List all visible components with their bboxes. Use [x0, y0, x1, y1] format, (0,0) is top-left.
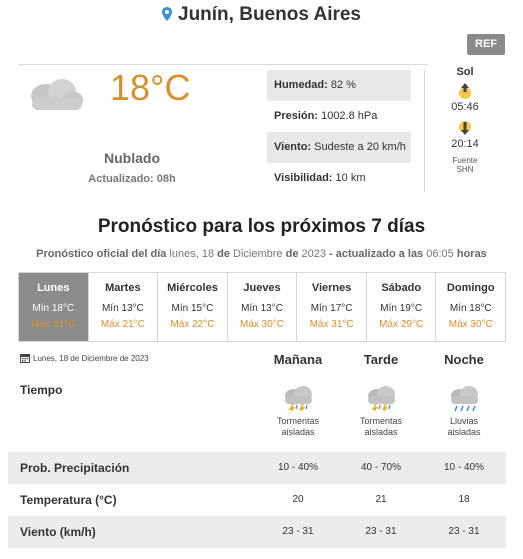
cloudy-icon: [24, 74, 86, 112]
row-viento: [8, 516, 506, 548]
sunset-time: 20:14: [451, 138, 479, 150]
row-value: 21: [375, 494, 387, 505]
location-header: [0, 4, 523, 26]
current-temperature: 18°C: [110, 67, 191, 108]
row-temperatura: [8, 484, 506, 516]
day-tabs: [18, 272, 506, 342]
current-condition: Nublado: [104, 150, 160, 166]
row-value: 23 - 31: [448, 526, 480, 537]
row-value: 40 - 70%: [360, 462, 402, 473]
weather-tarde: Tormentas aisladas: [339, 384, 423, 438]
sun-label: Sol: [456, 66, 474, 78]
tab-viernes[interactable]: Viernes Mín 17°C Máx 31°C: [296, 273, 366, 341]
detail-date: Lunes, 18 de Diciembre de 2023: [20, 353, 149, 363]
stat-wind: Viento: Sudeste a 20 km/h: [267, 132, 411, 163]
row-value: 10 - 40%: [277, 462, 319, 473]
rain-icon: [446, 384, 482, 414]
tab-lunes[interactable]: Lunes Mín 18°C Máx 21°C: [19, 273, 88, 341]
row-label: Temperatura (°C): [20, 493, 117, 507]
tab-martes[interactable]: Martes Mín 13°C Máx 21°C: [88, 273, 158, 341]
map-pin-icon: [162, 7, 172, 21]
forecast-title: Pronóstico para los próximos 7 días: [97, 216, 426, 237]
divider: [18, 64, 428, 65]
forecast-subtitle: Pronóstico oficial del día lunes, 18 de Diciembre de 2023 - actualizado a las 06:05 horas: [36, 248, 487, 260]
part-header-manana: Mañana: [273, 352, 323, 367]
sunrise-icon: [455, 82, 475, 100]
row-precipitacion: [8, 452, 506, 484]
row-label: Prob. Precipitación: [20, 461, 130, 475]
stat-visibility: Visibilidad: 10 km: [274, 172, 366, 184]
tab-miercoles[interactable]: Miércoles Mín 15°C Máx 22°C: [157, 273, 227, 341]
tab-sabado[interactable]: Sábado Mín 19°C Máx 29°C: [366, 273, 436, 341]
weather-manana: Tormentas aisladas: [256, 384, 340, 438]
updated-time: Actualizado: 08h: [88, 173, 176, 185]
current-stats: [267, 70, 411, 194]
weather-noche: Lluvias aisladas: [422, 384, 506, 438]
ref-button[interactable]: REF: [467, 34, 505, 55]
tab-jueves[interactable]: Jueves Mín 13°C Máx 30°C: [227, 273, 297, 341]
stat-pressure: Presión: 1002.8 hPa: [274, 110, 378, 122]
sunrise-time: 05:46: [451, 101, 479, 113]
tiempo-label: Tiempo: [20, 383, 63, 397]
source-label: Fuente SHN: [452, 156, 478, 174]
row-label: Viento (km/h): [20, 525, 96, 539]
sun-panel: [436, 66, 494, 174]
row-value: 10 - 40%: [443, 462, 485, 473]
stat-humidity: Humedad: 82 %: [267, 70, 411, 101]
tab-domingo[interactable]: Domingo Mín 18°C Máx 30°C: [435, 273, 505, 341]
part-header-noche: Noche: [444, 352, 484, 367]
part-header-tarde: Tarde: [363, 352, 399, 367]
divider: [424, 70, 425, 192]
row-value: 18: [458, 494, 470, 505]
thunderstorm-icon: [363, 384, 399, 414]
row-value: 23 - 31: [282, 526, 314, 537]
row-value: 23 - 31: [365, 526, 397, 537]
sunset-icon: [455, 119, 475, 137]
location-name: Junín, Buenos Aires: [178, 4, 361, 25]
calendar-icon: [20, 353, 30, 363]
row-value: 20: [292, 494, 304, 505]
thunderstorm-icon: [280, 384, 316, 414]
